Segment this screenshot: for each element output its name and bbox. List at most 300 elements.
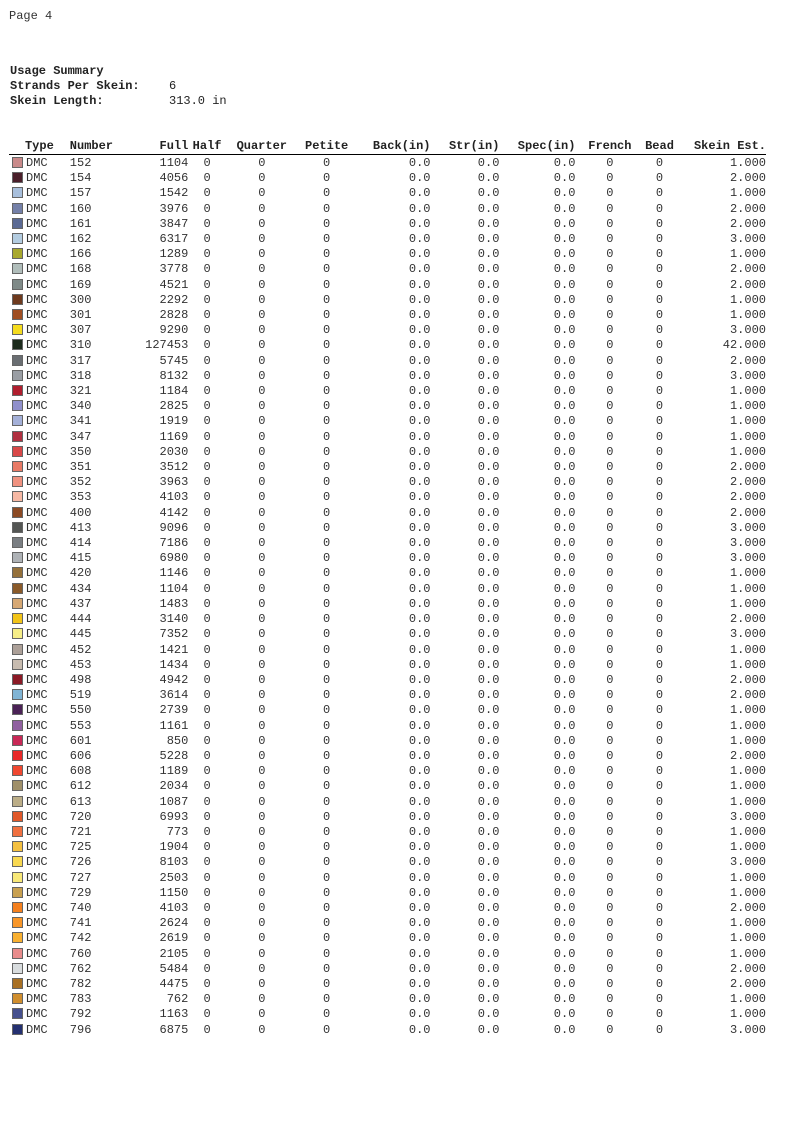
header-half: Half	[188, 139, 225, 155]
row-full: 1542	[159, 186, 189, 201]
row-french: 0	[606, 809, 614, 824]
row-type	[9, 931, 70, 946]
row-str: 0.0	[477, 581, 500, 596]
color-swatch	[12, 507, 23, 518]
row-spec: 0.0	[553, 840, 576, 855]
row-spec: 0.0	[553, 627, 576, 642]
row-skein-est: 1.000	[729, 885, 766, 900]
row-bead: 0	[655, 232, 664, 247]
row-str: 0.0	[477, 885, 500, 900]
row-bead: 0	[655, 824, 664, 839]
row-full: 1434	[159, 657, 189, 672]
row-skein-est: 3.000	[729, 536, 766, 551]
row-full: 2034	[159, 779, 189, 794]
row-type	[9, 582, 70, 597]
row-number: 351	[69, 460, 92, 475]
row-quarter: 0	[258, 672, 266, 687]
row-type	[9, 779, 70, 794]
row-bead: 0	[655, 642, 664, 657]
row-half: 0	[203, 156, 211, 170]
color-swatch	[12, 157, 23, 168]
row-french: 0	[606, 1007, 614, 1022]
color-swatch	[12, 872, 23, 883]
row-full: 1169	[159, 429, 189, 444]
row-french: 0	[606, 444, 614, 459]
color-swatch	[12, 993, 23, 1004]
row-half: 0	[203, 718, 211, 733]
row-spec: 0.0	[553, 900, 576, 915]
row-back: 0.0	[408, 232, 431, 247]
table-row	[9, 186, 766, 201]
color-swatch	[12, 476, 23, 487]
row-bead: 0	[655, 292, 664, 307]
color-swatch	[12, 841, 23, 852]
row-number: 317	[69, 353, 92, 368]
row-quarter: 0	[258, 794, 266, 809]
row-type-label: DMC	[26, 748, 48, 763]
row-back: 0.0	[408, 672, 431, 687]
table-row	[9, 354, 766, 369]
color-swatch	[12, 902, 23, 913]
row-french: 0	[606, 748, 614, 763]
color-swatch	[12, 704, 23, 715]
row-bead: 0	[655, 961, 664, 976]
row-petite: 0	[323, 718, 331, 733]
row-number: 727	[69, 870, 92, 885]
row-type-label: DMC	[26, 688, 48, 703]
row-back: 0.0	[408, 520, 431, 535]
row-type-label: DMC	[26, 870, 48, 885]
color-swatch	[12, 932, 23, 943]
row-back: 0.0	[408, 779, 431, 794]
row-full: 1146	[159, 566, 189, 581]
table-row	[9, 430, 766, 445]
row-half: 0	[203, 186, 211, 201]
row-spec: 0.0	[553, 292, 576, 307]
table-row	[9, 338, 766, 353]
row-full: 5484	[159, 961, 189, 976]
row-french: 0	[606, 916, 614, 931]
row-full: 1104	[159, 156, 189, 170]
row-spec: 0.0	[553, 444, 576, 459]
row-str: 0.0	[477, 672, 500, 687]
row-half: 0	[203, 1022, 211, 1037]
table-row	[9, 931, 766, 946]
row-type	[9, 612, 70, 627]
row-spec: 0.0	[553, 520, 576, 535]
row-spec: 0.0	[553, 779, 576, 794]
row-number: 762	[69, 961, 92, 976]
color-swatch	[12, 263, 23, 274]
row-number: 321	[69, 384, 92, 399]
color-swatch	[12, 948, 23, 959]
row-quarter: 0	[258, 688, 266, 703]
row-bead: 0	[655, 657, 664, 672]
table-row	[9, 308, 766, 323]
row-bead: 0	[655, 855, 664, 870]
row-bead: 0	[655, 216, 664, 231]
row-spec: 0.0	[553, 642, 576, 657]
color-swatch	[12, 887, 23, 898]
table-row	[9, 202, 766, 217]
skein-length	[10, 94, 227, 109]
row-french: 0	[606, 900, 614, 915]
row-str: 0.0	[477, 216, 500, 231]
color-swatch	[12, 1024, 23, 1035]
row-full: 2828	[159, 308, 189, 323]
row-bead: 0	[655, 627, 664, 642]
row-bead: 0	[655, 1007, 664, 1022]
row-full: 5228	[159, 748, 189, 763]
row-quarter: 0	[258, 840, 266, 855]
row-type-label: DMC	[26, 384, 48, 399]
row-number: 434	[69, 581, 92, 596]
row-type-label: DMC	[26, 657, 48, 672]
row-full: 773	[166, 824, 189, 839]
row-full: 1087	[159, 794, 189, 809]
color-swatch	[12, 309, 23, 320]
table-row	[9, 840, 766, 855]
row-petite: 0	[323, 703, 331, 718]
table-row	[9, 779, 766, 794]
row-spec: 0.0	[553, 551, 576, 566]
row-skein-est: 1.000	[729, 642, 766, 657]
row-french: 0	[606, 688, 614, 703]
row-skein-est: 1.000	[729, 596, 766, 611]
color-swatch	[12, 339, 23, 350]
row-type	[9, 795, 70, 810]
row-number: 161	[69, 216, 92, 231]
row-skein-est: 2.000	[729, 688, 766, 703]
row-spec: 0.0	[553, 475, 576, 490]
row-spec: 0.0	[553, 308, 576, 323]
row-full: 1421	[159, 642, 189, 657]
row-back: 0.0	[408, 551, 431, 566]
row-french: 0	[606, 961, 614, 976]
row-back: 0.0	[408, 566, 431, 581]
row-half: 0	[203, 657, 211, 672]
row-french: 0	[606, 399, 614, 414]
color-swatch	[12, 613, 23, 624]
row-french: 0	[606, 384, 614, 399]
row-full: 4142	[159, 505, 189, 520]
row-half: 0	[203, 885, 211, 900]
row-full: 1289	[159, 247, 189, 262]
row-petite: 0	[323, 840, 331, 855]
row-half: 0	[203, 779, 211, 794]
row-petite: 0	[323, 764, 331, 779]
row-french: 0	[606, 566, 614, 581]
row-half: 0	[203, 444, 211, 459]
row-back: 0.0	[408, 1007, 431, 1022]
row-spec: 0.0	[553, 566, 576, 581]
row-full: 8132	[159, 368, 189, 383]
header-spec: Spec(in)	[499, 139, 575, 155]
row-type-label: DMC	[26, 764, 48, 779]
row-full: 850	[166, 733, 189, 748]
row-back: 0.0	[408, 262, 431, 277]
row-back: 0.0	[408, 1022, 431, 1037]
color-swatch	[12, 811, 23, 822]
row-quarter: 0	[258, 429, 266, 444]
row-bead: 0	[655, 764, 664, 779]
row-spec: 0.0	[553, 946, 576, 961]
length-value: 313.0 in	[169, 94, 227, 108]
header-str: Str(in)	[431, 139, 500, 155]
row-type-label: DMC	[26, 460, 48, 475]
row-petite: 0	[323, 581, 331, 596]
row-half: 0	[203, 216, 211, 231]
row-spec: 0.0	[553, 460, 576, 475]
row-full: 2825	[159, 399, 189, 414]
row-back: 0.0	[408, 384, 431, 399]
row-quarter: 0	[258, 490, 266, 505]
row-petite: 0	[323, 1022, 331, 1037]
row-spec: 0.0	[553, 216, 576, 231]
row-type-label: DMC	[26, 703, 48, 718]
row-full: 7352	[159, 627, 189, 642]
row-bead: 0	[655, 900, 664, 915]
row-type-label: DMC	[26, 201, 48, 216]
color-swatch	[12, 385, 23, 396]
page-number: Page 4	[9, 9, 53, 23]
row-number: 301	[69, 308, 92, 323]
color-swatch	[12, 218, 23, 229]
row-skein-est: 1.000	[729, 1007, 766, 1022]
row-spec: 0.0	[553, 247, 576, 262]
row-full: 2503	[159, 870, 189, 885]
row-skein-est: 1.000	[729, 566, 766, 581]
row-str: 0.0	[477, 596, 500, 611]
row-spec: 0.0	[553, 976, 576, 991]
row-petite: 0	[323, 399, 331, 414]
row-half: 0	[203, 672, 211, 687]
row-type	[9, 734, 70, 749]
row-quarter: 0	[258, 444, 266, 459]
row-type-label: DMC	[26, 627, 48, 642]
row-spec: 0.0	[553, 688, 576, 703]
row-bead: 0	[655, 779, 664, 794]
row-french: 0	[606, 490, 614, 505]
row-spec: 0.0	[553, 505, 576, 520]
table-row	[9, 278, 766, 293]
row-petite: 0	[323, 824, 331, 839]
row-type	[9, 475, 70, 490]
row-half: 0	[203, 384, 211, 399]
row-petite: 0	[323, 444, 331, 459]
row-skein-est: 2.000	[729, 672, 766, 687]
color-swatch	[12, 446, 23, 457]
row-spec: 0.0	[553, 931, 576, 946]
row-french: 0	[606, 931, 614, 946]
row-str: 0.0	[477, 657, 500, 672]
row-petite: 0	[323, 642, 331, 657]
row-str: 0.0	[477, 505, 500, 520]
color-swatch	[12, 233, 23, 244]
row-type	[9, 810, 70, 825]
row-str: 0.0	[477, 946, 500, 961]
row-french: 0	[606, 429, 614, 444]
row-spec: 0.0	[553, 338, 576, 353]
row-spec: 0.0	[553, 429, 576, 444]
row-str: 0.0	[477, 262, 500, 277]
row-half: 0	[203, 399, 211, 414]
row-full: 3614	[159, 688, 189, 703]
row-skein-est: 1.000	[729, 779, 766, 794]
table-row	[9, 962, 766, 977]
row-petite: 0	[323, 171, 331, 186]
row-quarter: 0	[258, 931, 266, 946]
row-skein-est: 3.000	[729, 520, 766, 535]
row-bead: 0	[655, 505, 664, 520]
row-str: 0.0	[477, 916, 500, 931]
row-skein-est: 3.000	[729, 627, 766, 642]
row-spec: 0.0	[553, 794, 576, 809]
row-type	[9, 947, 70, 962]
color-swatch	[12, 750, 23, 761]
row-petite: 0	[323, 308, 331, 323]
row-petite: 0	[323, 429, 331, 444]
color-swatch	[12, 537, 23, 548]
row-type	[9, 308, 70, 323]
row-skein-est: 1.000	[729, 429, 766, 444]
row-type-label: DMC	[26, 429, 48, 444]
row-bead: 0	[655, 338, 664, 353]
table-row	[9, 688, 766, 703]
row-french: 0	[606, 505, 614, 520]
row-back: 0.0	[408, 505, 431, 520]
row-french: 0	[606, 323, 614, 338]
row-quarter: 0	[258, 353, 266, 368]
row-half: 0	[203, 900, 211, 915]
row-french: 0	[606, 247, 614, 262]
row-bead: 0	[655, 536, 664, 551]
row-quarter: 0	[258, 976, 266, 991]
row-bead: 0	[655, 368, 664, 383]
row-back: 0.0	[408, 688, 431, 703]
row-number: 606	[69, 748, 92, 763]
row-back: 0.0	[408, 748, 431, 763]
row-full: 3963	[159, 475, 189, 490]
table-header-row	[9, 139, 766, 155]
row-petite: 0	[323, 490, 331, 505]
row-full: 4056	[159, 171, 189, 186]
row-number: 553	[69, 718, 92, 733]
row-full: 4475	[159, 976, 189, 991]
row-str: 0.0	[477, 779, 500, 794]
row-type	[9, 536, 70, 551]
row-back: 0.0	[408, 490, 431, 505]
row-skein-est: 2.000	[729, 277, 766, 292]
row-bead: 0	[655, 748, 664, 763]
row-petite: 0	[323, 353, 331, 368]
row-type-label: DMC	[26, 536, 48, 551]
row-half: 0	[203, 566, 211, 581]
row-skein-est: 1.000	[729, 718, 766, 733]
row-french: 0	[606, 186, 614, 201]
row-french: 0	[606, 201, 614, 216]
color-swatch	[12, 279, 23, 290]
table-row	[9, 764, 766, 779]
row-number: 613	[69, 794, 92, 809]
color-swatch	[12, 856, 23, 867]
row-full: 1184	[159, 384, 189, 399]
row-number: 166	[69, 247, 92, 262]
row-quarter: 0	[258, 764, 266, 779]
color-swatch	[12, 431, 23, 442]
row-spec: 0.0	[553, 885, 576, 900]
row-bead: 0	[655, 475, 664, 490]
row-back: 0.0	[408, 292, 431, 307]
row-bead: 0	[655, 596, 664, 611]
row-back: 0.0	[408, 992, 431, 1007]
row-french: 0	[606, 308, 614, 323]
row-half: 0	[203, 961, 211, 976]
row-type	[9, 855, 70, 870]
table-row	[9, 719, 766, 734]
row-quarter: 0	[258, 566, 266, 581]
row-type	[9, 962, 70, 977]
row-full: 3778	[159, 262, 189, 277]
row-bead: 0	[655, 1022, 664, 1037]
row-bead: 0	[655, 520, 664, 535]
row-str: 0.0	[477, 688, 500, 703]
row-bead: 0	[655, 794, 664, 809]
row-number: 413	[69, 520, 92, 535]
row-number: 792	[69, 1007, 92, 1022]
table-row	[9, 795, 766, 810]
row-full: 2619	[159, 931, 189, 946]
row-number: 726	[69, 855, 92, 870]
row-skein-est: 1.000	[729, 840, 766, 855]
color-swatch	[12, 659, 23, 670]
row-quarter: 0	[258, 323, 266, 338]
row-back: 0.0	[408, 171, 431, 186]
row-french: 0	[606, 581, 614, 596]
row-number: 782	[69, 976, 92, 991]
row-back: 0.0	[408, 216, 431, 231]
row-number: 352	[69, 475, 92, 490]
row-spec: 0.0	[553, 171, 576, 186]
row-type-label: DMC	[26, 368, 48, 383]
row-type	[9, 414, 70, 429]
row-type	[9, 506, 70, 521]
row-type	[9, 992, 70, 1007]
color-swatch	[12, 674, 23, 685]
color-swatch	[12, 826, 23, 837]
row-type	[9, 886, 70, 901]
length-label: Skein Length:	[10, 94, 104, 108]
row-type-label: DMC	[26, 414, 48, 429]
row-french: 0	[606, 779, 614, 794]
row-number: 452	[69, 642, 92, 657]
row-spec: 0.0	[553, 596, 576, 611]
row-number: 341	[69, 414, 92, 429]
table-row	[9, 825, 766, 840]
row-petite: 0	[323, 627, 331, 642]
row-quarter: 0	[258, 870, 266, 885]
row-type-label: DMC	[26, 779, 48, 794]
row-type-label: DMC	[26, 277, 48, 292]
row-type	[9, 673, 70, 688]
row-number: 300	[69, 292, 92, 307]
row-back: 0.0	[408, 718, 431, 733]
row-type-label: DMC	[26, 672, 48, 687]
row-type	[9, 293, 70, 308]
row-half: 0	[203, 642, 211, 657]
row-quarter: 0	[258, 551, 266, 566]
row-quarter: 0	[258, 916, 266, 931]
